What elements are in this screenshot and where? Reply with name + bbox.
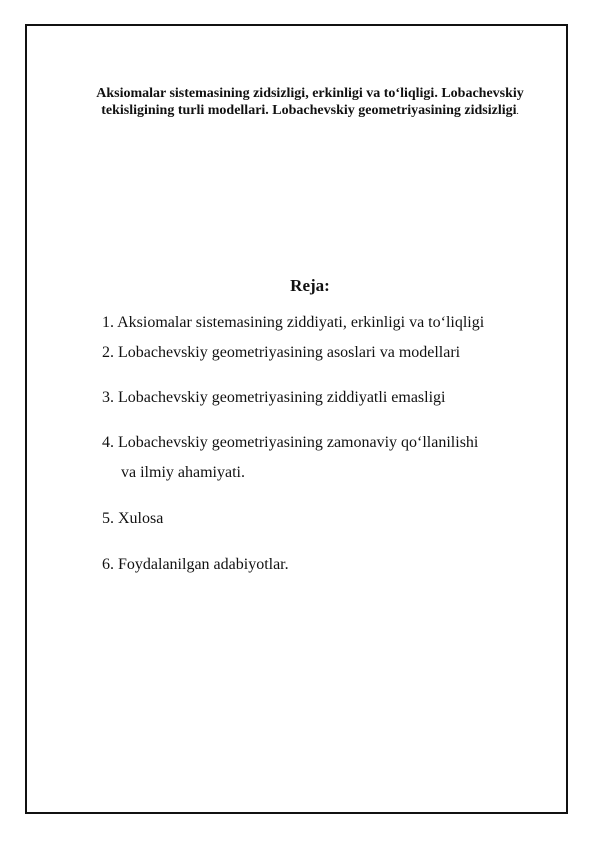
- plan-item-text: Xulosa: [118, 510, 164, 527]
- document-title-end-mark: .: [516, 106, 519, 116]
- plan-item: [102, 509, 163, 529]
- plan-item-number: 5.: [102, 510, 114, 527]
- plan-item-text: Lobachevskiy geometriyasining asoslari va modellari: [118, 344, 461, 361]
- plan-item: [102, 388, 445, 408]
- plan-item-number: 1.: [102, 314, 114, 331]
- plan-item: [102, 555, 289, 575]
- plan-item-continuation: va ilmiy ahamiyati.: [121, 464, 245, 481]
- plan-item-text: Lobachevskiy geometriyasining zamonaviy qo‘llanilishi: [118, 434, 479, 451]
- plan-item-text: Foydalanilgan adabiyotlar.: [118, 556, 289, 573]
- plan-item-number: 3.: [102, 389, 114, 406]
- plan-item: [102, 433, 478, 483]
- plan-item-number: 2.: [102, 344, 114, 361]
- plan-item-number: 4.: [102, 434, 114, 451]
- plan-item: [102, 313, 484, 333]
- plan-heading: Reja:: [290, 276, 330, 295]
- plan-item-text: Aksiomalar sistemasining ziddiyati, erkinligi va to‘liqligi: [117, 314, 485, 331]
- document-title-text: Aksiomalar sistemasining zidsizligi, erkinligi va to‘liqligi. Lobachevskiy tekisligining turli modellari. Lobachevskiy geometriyasining zidsizligi: [96, 86, 524, 118]
- page-border: [25, 24, 568, 814]
- plan-item: [102, 343, 460, 363]
- document-title: [80, 85, 540, 120]
- plan-item-text: Lobachevskiy geometriyasining ziddiyatli emasligi: [118, 389, 446, 406]
- plan-item-number: 6.: [102, 556, 114, 573]
